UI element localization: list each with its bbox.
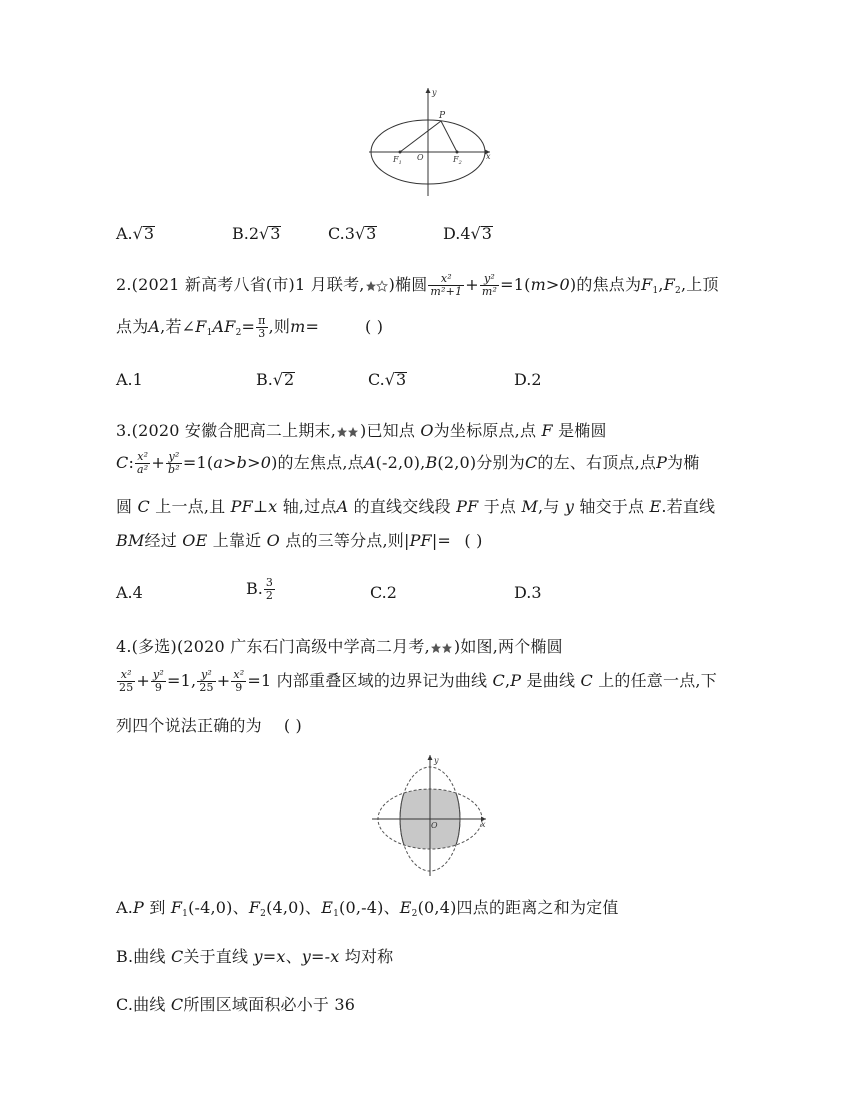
q3-option-a: A.4 [116,583,143,602]
q4-option-a: A.P 到 $F_1(-4,0)$、$F_2(4,0)$、$E_1(0,-4)$、$E_2(0,4)$四点的距离之和为定值 [116,898,619,919]
q3-line2: C: $\frac{\text{x²}}{\text{a²}}$ + $\frac{\text{y²}}{\text{b²}}$ =1(a>b>0)的左焦点,点A(-2,0),B(2,0)分别为C的左、右顶点,点P为椭 [116,450,700,476]
q2-option-a: A.1 [116,370,143,389]
q3-line4: BM经过 OE 上靠近 O 点的三等分点,则|PF|= ( ) [116,531,483,550]
f2-label: $F_2$ [453,155,462,166]
q4-option-b: B.曲线 C关于直线 y=x、y=-x 均对称 [116,947,394,966]
overlap-ellipses-figure [370,752,492,878]
q3-option-b: B. $\frac{3}{2}$ [246,576,273,602]
y-axis-arrow [428,755,433,760]
q1-option-d: D.4√3 [443,224,492,243]
segment-pf1 [400,121,441,152]
q2-line1: 2.(2021 新高考八省(市)1 月联考, )椭圆 $\frac{\text{x²}}{\text{m²+1}}$ + $\frac{\text{y²}}{\text{m²}}$ =1(m>0)的焦点为$F_1,F_2$,上顶 [116,272,719,298]
q4-option-c: C.曲线 C所围区域面积必小于 36 [116,995,356,1014]
q4-line1: 4.(多选)(2020 广东石门高级中学高二月考, )如图,两个椭圆 [116,637,563,656]
difficulty-stars-icon [365,280,389,292]
o-label: O [417,153,424,162]
q2-option-d: D.2 [514,370,542,389]
x-label: x [481,820,486,829]
q1-option-c: C.3√3 [328,224,377,243]
q1-option-b: B.2√3 [232,224,281,243]
x-label: x [486,152,491,161]
q1-option-a: A.√3 [116,224,155,243]
f1-label: $F_1$ [393,155,402,166]
p-label: P [439,111,446,121]
q3-line1: 3.(2020 安徽合肥高二上期末, )已知点 O为坐标原点,点 F 是椭圆 [116,421,607,440]
q4-line2: $\frac{\text{x²}}{25}$ + $\frac{\text{y²}}{9}$ =1, $\frac{\text{y²}}{25}$ + $\frac{\text{x²}}{9}$ =1 内部重叠区域的边界记为曲线 C,P 是曲线 C 上的任意一点,下 [119,668,717,694]
q2-line2: 点为A,若$\angle F_1AF_2=$ $\frac{\pi}{3}$ ,则m= ( ) [116,314,384,340]
difficulty-stars-icon [430,642,454,654]
focus-f1-dot [399,151,402,154]
q2-frac-pi: $\frac{\pi}{3}$ [258,314,266,340]
q2-option-c: C.√3 [368,370,407,389]
q3-line3: 圆 C 上一点,且 PF⊥x 轴,过点A 的直线交线段 PF 于点 M,与 y 轴交于点 E.若直线 [116,497,716,516]
q4-line3: 列四个说法正确的为 ( ) [116,716,302,735]
o-label: O [431,821,438,830]
q2-frac-y: $\frac{\text{y²}}{\text{m²}}$ [481,272,498,298]
ellipse-figure [365,84,500,199]
y-label: y [432,88,437,97]
difficulty-stars-icon [336,426,360,438]
q2-option-b: B.√2 [256,370,295,389]
q2-frac-x: $\frac{\text{x²}}{\text{m²+1}}$ [430,272,463,298]
y-axis-arrow [426,88,431,93]
q3-option-d: D.3 [514,583,542,602]
focus-f2-dot [456,151,459,154]
segment-pf2 [441,121,457,152]
y-label: y [434,756,439,765]
q3-option-c: C.2 [370,583,397,602]
